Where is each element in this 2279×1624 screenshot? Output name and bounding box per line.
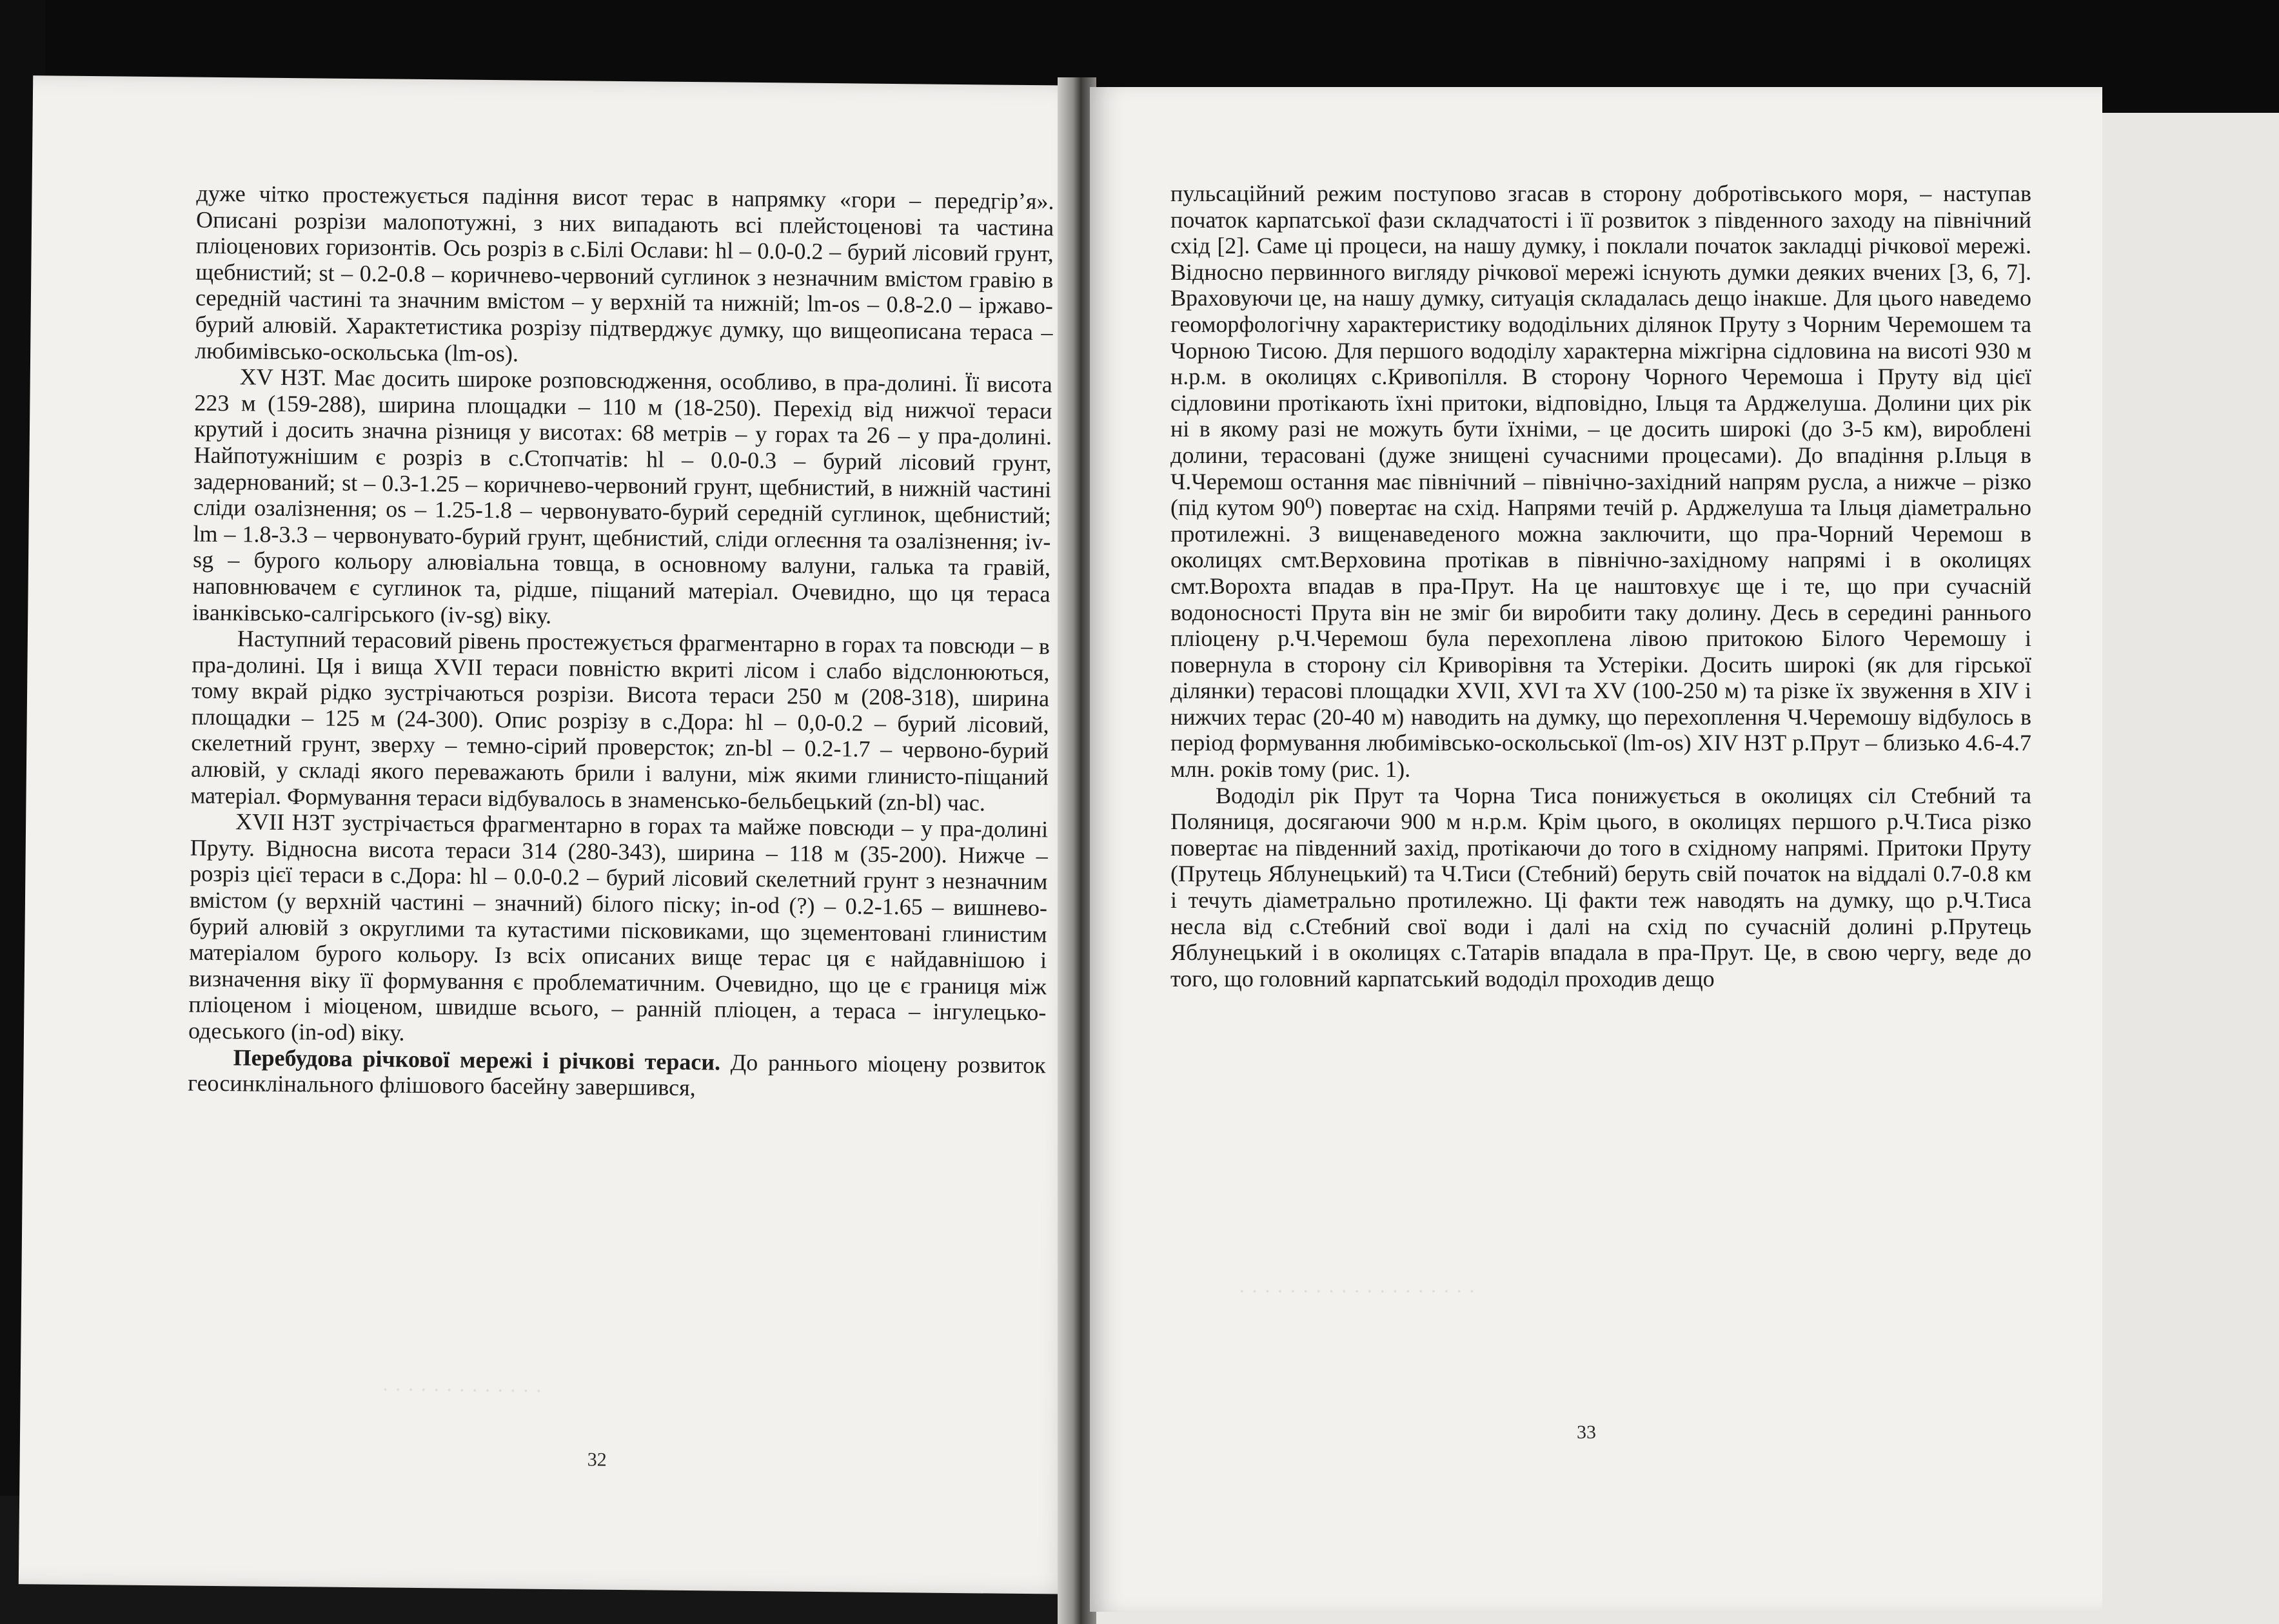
right-paragraph-1: пульсаційний режим поступово згасав в сторону добротівського моря, – наступав початок карпатської фази складчатості і її розвиток з південного заходу на північний схід [2]. Саме ці процеси, на нашу думку, і поклали початок закладці річкової мережі. Відносно первинного вигляду річкової мережі існують думки деяких вчених [3, 6, 7]. Враховуючи це, на нашу думку, ситуація складалась дещо інакше. Для цього наведемо геоморфологічну характеристику вододільних ділянок Пруту з Чорним Черемошем та Чорною Тисою. Для першого вододілу характерна міжгірна сідловина на висоті 930 м н.р.м. в околицях с.Кривопілля. В сторону Чорного Черемоша і Пруту від цієї сідловини протікають їхні притоки, відповідно, Ільця та Арджелуша. Долини цих рік ні в якому разі не можуть бути їхніми, – це досить широкі (до 3-5 км), вироблені долини, терасовані (дуже знищені сучасними процесами). До впадіння р.Ільця в Ч.Черемош остання має північний – північно-західний напрям русла, а нижче – різко (під кутом 90⁰) повертає на схід. Напрями течій р. Арджелуша та Ільця діаметрально протилежні. З вищенаведеного можна заключити, що пра-Чорний Черемош в околицях смт.Верховина протікав в північно-західному напрямі і в околицях смт.Ворохта впадав в пра-Прут. На це наштовхує ще і те, що при сучасній водоносності Прута він не зміг би виробити таку долину. Десь в середині раннього пліоцену р.Ч.Черемош була перехоплена лівою притокою Білого Черемошу і повернула в сторону сіл Криворівня та Устеріки. Досить широкі (як для гірської ділянки) терасові площадки XVII, XVI та XV (100-250 м) та різке їх звуження в XIV і нижчих терас (20-40 м) наводить на думку, що перехоплення Ч.Черемошу відбулось в період формування любимівсько-оскольської (lm-os) XIV НЗТ р.Прут – близько 4.6-4.7 млн. років тому (рис. 1). xyxy=(1170,181,2031,783)
section-heading: Перебудова річкової мережі і річкові тераси. xyxy=(233,1044,721,1075)
bleed-through-text: · · · · · · · · · · · · · xyxy=(381,1378,543,1404)
page-number-right: 33 xyxy=(1577,1422,1596,1443)
heading-continuation: До раннього міоцену розвиток геосинклінального флішового басейну завершився, xyxy=(188,1049,1046,1101)
left-paragraph-4: XVII НЗТ зустрічається фрагментарно в горах та майже повсюди – у пра-долині Пруту. Відносна висота тераси 314 (280-343), ширина – 118 м (35-200). Нижче – розріз цієї тераси в с.Дора: hl – 0.0-0.2 – бурий лісовий скелетний грунт з незначним вмістом (у верхній частині – значний) білого піску; in-od (?) – 0.2-1.65 – вишнево-бурий алювій з округлими та кутастими пісковиками, що зцементовані глинистим матеріалом бурого кольору. Із всіх описаних вище терас ця є найдавнішою і визначення віку її формування є проблематичним. Очевидно, що це є границя між пліоценом і міоценом, швидше всього, – ранній пліоцен, а тераса – інгулецько-одеського (in-od) віку. xyxy=(188,808,1049,1046)
right-page xyxy=(1090,87,2102,1612)
left-paragraph-5 xyxy=(188,1044,1046,1104)
left-page xyxy=(19,75,1090,1594)
page-number-left: 32 xyxy=(587,1449,607,1471)
left-paragraph-2: XV НЗТ. Має досить широке розповсюдження, особливо, в пра-долині. Її висота 223 м (159-288), ширина площадки – 110 м (18-250). Перехід від нижчої тераси крутий і досить значна різниця у висотах: 68 метрів – у горах та 26 – у пра-долині. Найпотужнішим є розріз в с.Стопчатів: hl – 0.0-0.3 – бурий лісовий грунт, задернований; st – 0.3-1.25 – коричнево-червоний грунт, щебнистий, в нижній частині сліди озалізнення; os – 1.25-1.8 – червонувато-бурий середній суглинок, щебнистий; lm – 1.8-3.3 – червонувато-бурий грунт, щебнистий, сліди оглеєння та озалізнення; iv-sg – бурого кольору алювіальна товща, в основному валуни, галька та гравій, наповнювачем є суглинок та, рідше, піщаний матеріал. Очевидно, що ця тераса іванківсько-салгірського (iv-sg) віку. xyxy=(192,364,1052,629)
left-paragraph-1: дуже чітко простежується падіння висот терас в напрямку «гори – передгір’я». Описані розрізи малопотужні, з них випадають всі плейстоценові та частина пліоценових горизонтів. Ось розріз в с.Білі Ослави: hl – 0.0-0.2 – бурий лісовий грунт, щебнистий; st – 0.2-0.8 – коричнево-червоний суглинок з незначним вмістом гравію в середній частині та значним вмістом – у верхній та нижній; lm-os – 0.8-2.0 – іржаво-бурий алювій. Характетистика розрізу підтверджує думку, що вищеописана тераса – любимівсько-оскольська (lm-os). xyxy=(194,180,1054,366)
left-paragraph-3: Наступний терасовий рівень простежується фрагментарно в горах та повсюди – в пра-долині. Ця і вища XVII тераси повністю вкриті лісом і слабо відслонюються, тому вкрай рідко зустрічаються розрізи. Висота тераси 250 м (208-318), ширина площадки – 125 м (24-300). Опис розрізу в с.Дора: hl – 0,0-0.2 – бурий лісовий, скелетний грунт, зверху – темно-сірий проверсток; zn-bl – 0.2-1.7 – червоно-бурий алювій, у складі якого переважають брили і валуни, між якими глинисто-піщаний матеріал. Формування тераси відбувалось в знаменсько-бельбецький (zn-bl) час. xyxy=(190,625,1051,816)
right-page-text xyxy=(1170,181,2031,992)
right-paragraph-2: Вододіл рік Прут та Чорна Тиса понижується в околицях сіл Стебний та Поляниця, досягаючи 900 м н.р.м. Крім цього, в околицях першого р.Ч.Тиса різко повертає на південний захід, протікаючи до того в східному напрямі. Притоки Пруту (Прутець Яблунецький) та Ч.Тиси (Стебний) беруть свій початок на віддалі 0.7-0.8 км і течуть діаметрально протилежно. Ці факти теж наводять на думку, що р.Ч.Тиса несла від с.Стебний свої води і далі на схід по сучасній долині р.Прутець Яблунецький і в околицях с.Татарів впадала в пра-Прут. Це, в свою чергу, веде до того, що головний карпатський вододіл проходив дещо xyxy=(1170,782,2031,992)
left-page-text xyxy=(188,181,1054,1104)
bleed-through-text: · · · · · · · · · · · · · · · · · · · xyxy=(1238,1280,1476,1304)
